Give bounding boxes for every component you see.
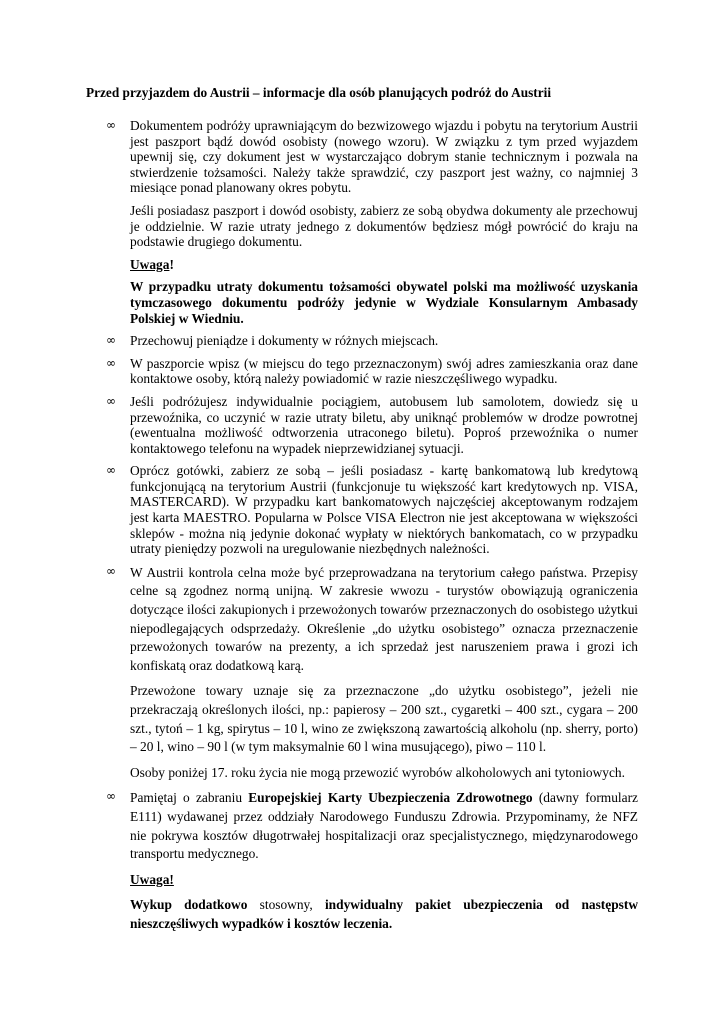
cards-paragraph: Oprócz gotówki, zabierz ze sobą – jeśli posiadasz - kartę bankomatową lub kredytową funkcjonującą na terytorium Austrii (funkcjonuje tu większość kart kredytowych np. VISA, MASTERCARD). W przypadku kart bankomatowych najczęściej akceptowanym rodzajem jest karta MAESTRO. Popularna w Polsce VISA Electron nie jest akceptowana w większości sklepów - można nią jedynie dokonać wypłaty w niektórych bankomatach, co w przypadku utraty pieniędzy pozwoli na uregulowanie niezbędnych należności.: [130, 463, 638, 557]
infinity-bullet-icon: ∞: [106, 789, 116, 804]
page-title: Przed przyjazdem do Austrii – informacje dla osób planujących podróż do Austrii: [86, 85, 552, 100]
infinity-bullet-icon: ∞: [106, 333, 116, 348]
money-paragraph: Przechowuj pieniądze i dokumenty w różnych miejscach.: [130, 333, 439, 349]
list-item-cards: [0, 463, 638, 557]
final-bold-1: Wykup dodatkowo: [130, 897, 248, 913]
insurance-text-post: (dawny formularz E111) wydawanej przez oddziały Narodowego Funduszu Zdrowia. Przypominamy, że NFZ nie pokrywa kosztów długotrwałej hospitalizacji oraz specjalistycznego, międzynarodowego transportu medycznego.: [130, 790, 638, 862]
customs-paragraph: W Austrii kontrola celna może być przeprowadzana na terytorium całego państwa. Przepisy celne są zgodnez normą unijną. W zakresie wwozu - turystów obowiązują ograniczenia dotyczące ilości zakupionych i przewożonych towarów przeznaczonych do osobistego użytkui niepodlegających odsprzedaży. Określenie „do użytku osobistego” oznacza przeznaczenie przewożonych towarów na prezenty, a ich sprzedaż jest naruszeniem prawa i grozi ich konfiskatą oraz dodatkową karą.: [130, 564, 638, 673]
customs-limits-paragraph: Przewożone towary uznaje się za przeznaczone „do użytku osobistego”, jeżeli nie przekraczają określonych ilości, np.: papierosy – 200 szt., cygaretki – 400 szt., cygara – 200 szt., tytoń – 1 kg, spirytus – 10 l, wino ze zwiększoną zawartością alkoholu (np. sherry, porto) – 20 l, wino – 90 l (w tym maksymalnie 60 l wina musującego), piwo – 110 l.: [130, 683, 638, 755]
documents-paragraph: Dokumentem podróży uprawniającym do bezwizowego wjazdu i pobytu na terytorium Austrii jest paszport bądź dowód osobisty (nowego wzoru). W związku z tym przed wyjazdem upewnij się, czy dokument jest w wystarczająco dobrym stanie technicznym i pozwala na stwierdzenie tożsamości. Należy także sprawdzić, czy paszport jest ważny, co najmniej 3 miesiące ponad planowany okres pobytu.: [130, 118, 638, 196]
insurance-final-note: [130, 896, 638, 933]
insurance-paragraph: [130, 789, 638, 863]
uwaga-mark: !: [169, 256, 174, 272]
list-item-insurance: [0, 789, 638, 933]
infinity-bullet-icon: ∞: [106, 355, 116, 370]
list-item-documents: [0, 118, 638, 326]
passport-address-paragraph: W paszporcie wpisz (w miejscu do tego przeznaczonym) swój adres zamieszkania oraz dane kontaktowe osoby, którą należy powiadomić w razie nieszczęśliwego wypadku.: [130, 355, 638, 387]
final-mid: stosowny,: [247, 897, 325, 913]
insurance-text-pre: Pamiętaj o zabraniu: [130, 790, 249, 806]
infinity-bullet-icon: ∞: [106, 118, 116, 132]
infinity-bullet-icon: ∞: [106, 393, 116, 408]
list-item-customs: [0, 564, 638, 783]
infinity-bullet-icon: ∞: [106, 463, 116, 478]
uwaga-heading: [130, 257, 638, 273]
document-loss-warning: W przypadku utraty dokumentu tożsamości obywatel polski ma możliwość uzyskania tymczasowego dokumentu podróży jedynie w Wydziale Konsularnym Ambasady Polskiej w Wiedniu.: [130, 279, 638, 326]
list-item-transport: [0, 394, 638, 456]
uwaga-heading-2: Uwaga!: [130, 871, 174, 887]
uwaga-label: Uwaga: [130, 256, 170, 272]
ehic-card-name: Europejskiej Karty Ubezpieczenia Zdrowotnego: [248, 790, 533, 806]
documents-paragraph-2: Jeśli posiadasz paszport i dowód osobisty, zabierz ze sobą obydwa dokumenty ale przechowuj je oddzielnie. W razie utraty jednego z dokumentów będziesz mógł powrócić do kraju na podstawie drugiego dokumentu.: [130, 202, 638, 250]
list-item-money: [0, 333, 638, 349]
transport-paragraph: Jeśli podróżujesz indywidualnie pociągiem, autobusem lub samolotem, dowiedz się u przewoźnika, co uczynić w razie utraty biletu, aby uniknąć problemów w drodze powrotnej (ewentualna możliwość odtworzenia utraconego biletu). Poproś przewoźnika o numer kontaktowego telefonu na wypadek nieprzewidzianej sytuacji.: [130, 393, 638, 456]
final-bold-2: indywidualny pakiet ubezpieczenia od następstw nieszczęśliwych wypadków i kosztów leczenia.: [130, 897, 638, 931]
customs-age-paragraph: Osoby poniżej 17. roku życia nie mogą przewozić wyrobów alkoholowych ani tytoniowych.: [130, 764, 625, 780]
infinity-bullet-icon: ∞: [106, 563, 116, 578]
list-item-passport-address: [0, 356, 638, 387]
info-list: [0, 118, 724, 941]
